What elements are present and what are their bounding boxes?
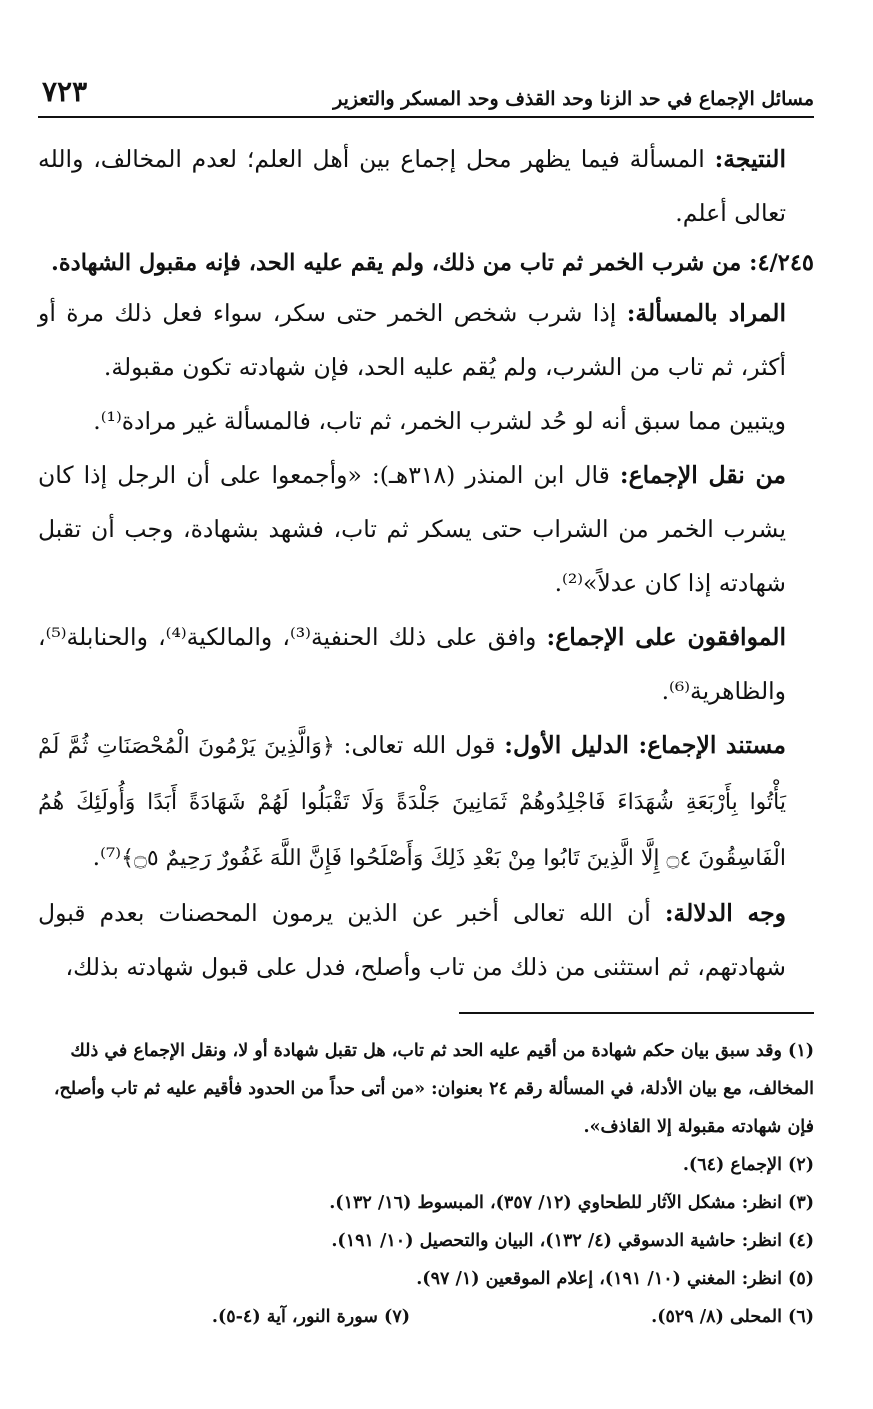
agreeing-text: وافق على ذلك الحنفية⁽³⁾، والمالكية⁽⁴⁾، والحنابلة⁽⁵⁾، والظاهرية⁽⁶⁾. — [38, 623, 786, 705]
quran-verse: ﴿وَالَّذِينَ يَرْمُونَ الْمُحْصَنَاتِ ثُمَّ لَمْ يَأْتُوا بِأَرْبَعَةِ شُهَدَاءَ فَاجْلِدُوهُمْ ثَمَانِينَ جَلْدَةً وَلَا تَقْبَلُوا لَهُمْ شَهَادَةً أَبَدًا وَأُولَئِكَ هُمُ الْفَاسِقُونَ ۝٤ إِلَّا الَّذِينَ تَابُوا مِنْ بَعْدِ ذَلِكَ وَأَصْلَحُوا فَإِنَّ اللَّهَ غَفُورٌ رَحِيمٌ ۝٥﴾ — [38, 734, 786, 871]
footnote-3: (٣) انظر: مشكل الآثار للطحاوي (١٢/ ٣٥٧)، المبسوط (١٦/ ١٣٢). — [329, 1193, 814, 1213]
running-header — [38, 70, 814, 118]
transmission-paragraph — [38, 448, 814, 610]
footnotes — [38, 1032, 814, 1336]
book-page — [38, 70, 814, 1336]
transmission-label: من نقل الإجماع: — [619, 461, 787, 489]
footnote-5: (٥) انظر: المغني (١٠/ ١٩١)، إعلام الموقعين (١/ ٩٧). — [416, 1269, 814, 1289]
header-title: مسائل الإجماع في حد الزنا وحد القذف وحد المسكر والتعزير — [333, 88, 814, 110]
agreeing-label: الموافقون على الإجماع: — [546, 623, 786, 651]
result-paragraph — [38, 132, 814, 240]
result-text: المسألة فيما يظهر محل إجماع بين أهل العلم؛ لعدم المخالف، والله تعالى أعلم. — [38, 145, 786, 227]
evidence-paragraph — [38, 718, 814, 886]
agreeing-paragraph — [38, 610, 814, 718]
inference-paragraph — [38, 886, 814, 994]
clarification-paragraph: ويتبين مما سبق أنه لو حُد لشرب الخمر، ثم تاب، فالمسألة غير مرادة⁽¹⁾. — [93, 407, 786, 435]
meaning-text: إذا شرب شخص الخمر حتى سكر، سواء فعل ذلك مرة أو أكثر، ثم تاب من الشرب، ولم يُقم عليه الحد، فإن شهادته تكون مقبولة. — [38, 299, 786, 381]
result-label: النتيجة: — [714, 145, 786, 173]
footnote-divider — [459, 1012, 814, 1014]
issue-heading: ٤/٢٤٥: من شرب الخمر ثم تاب من ذلك، ولم يقم عليه الحد، فإنه مقبول الشهادة. — [51, 250, 814, 276]
transmission-text: قال ابن المنذر (٣١٨هـ): «وأجمعوا على أن الرجل إذا كان يشرب الخمر من الشراب حتى يسكر ثم تاب، فشهد بشهادة، وجب أن تقبل شهادته إذا كان عدلاً»⁽²⁾. — [38, 461, 786, 597]
footnote-7: (٧) سورة النور، آية (٤-٥). — [211, 1307, 410, 1327]
evidence-footnote-ref: ⁽⁷⁾. — [92, 843, 122, 871]
footnote-6: (٦) المحلى (٨/ ٥٢٩). — [651, 1307, 814, 1327]
page-number: ٧٢٣ — [42, 75, 88, 108]
footnote-1: (١) وقد سبق بيان حكم شهادة من أقيم عليه الحد ثم تاب، هل تقبل شهادة أو لا، ونقل الإجماع في ذلك المخالف، مع بيان الأدلة، في المسألة رقم ٢٤ بعنوان: «من أتى حداً من الحدود فأقيم عليه ثم تاب وأصلح، فإن شهادته مقبولة إلا القاذف». — [53, 1041, 814, 1137]
main-text — [38, 132, 814, 994]
inference-label: وجه الدلالة: — [664, 899, 786, 927]
meaning-paragraph — [38, 286, 814, 394]
meaning-label: المراد بالمسألة: — [626, 299, 786, 327]
footnote-2: (٢) الإجماع (٦٤). — [682, 1155, 814, 1175]
footnote-row-last — [38, 1298, 814, 1336]
footnote-4: (٤) انظر: حاشية الدسوقي (٤/ ١٣٢)، البيان والتحصيل (١٠/ ١٩١). — [331, 1231, 814, 1251]
evidence-text: قول الله تعالى: — [334, 731, 505, 759]
inference-text: أن الله تعالى أخبر عن الذين يرمون المحصنات بعدم قبول شهادتهم، ثم استثنى من ذلك من تاب وأصلح، فدل على قبول شهادته بذلك، — [38, 899, 786, 981]
evidence-label: مستند الإجماع: الدليل الأول: — [504, 731, 786, 759]
